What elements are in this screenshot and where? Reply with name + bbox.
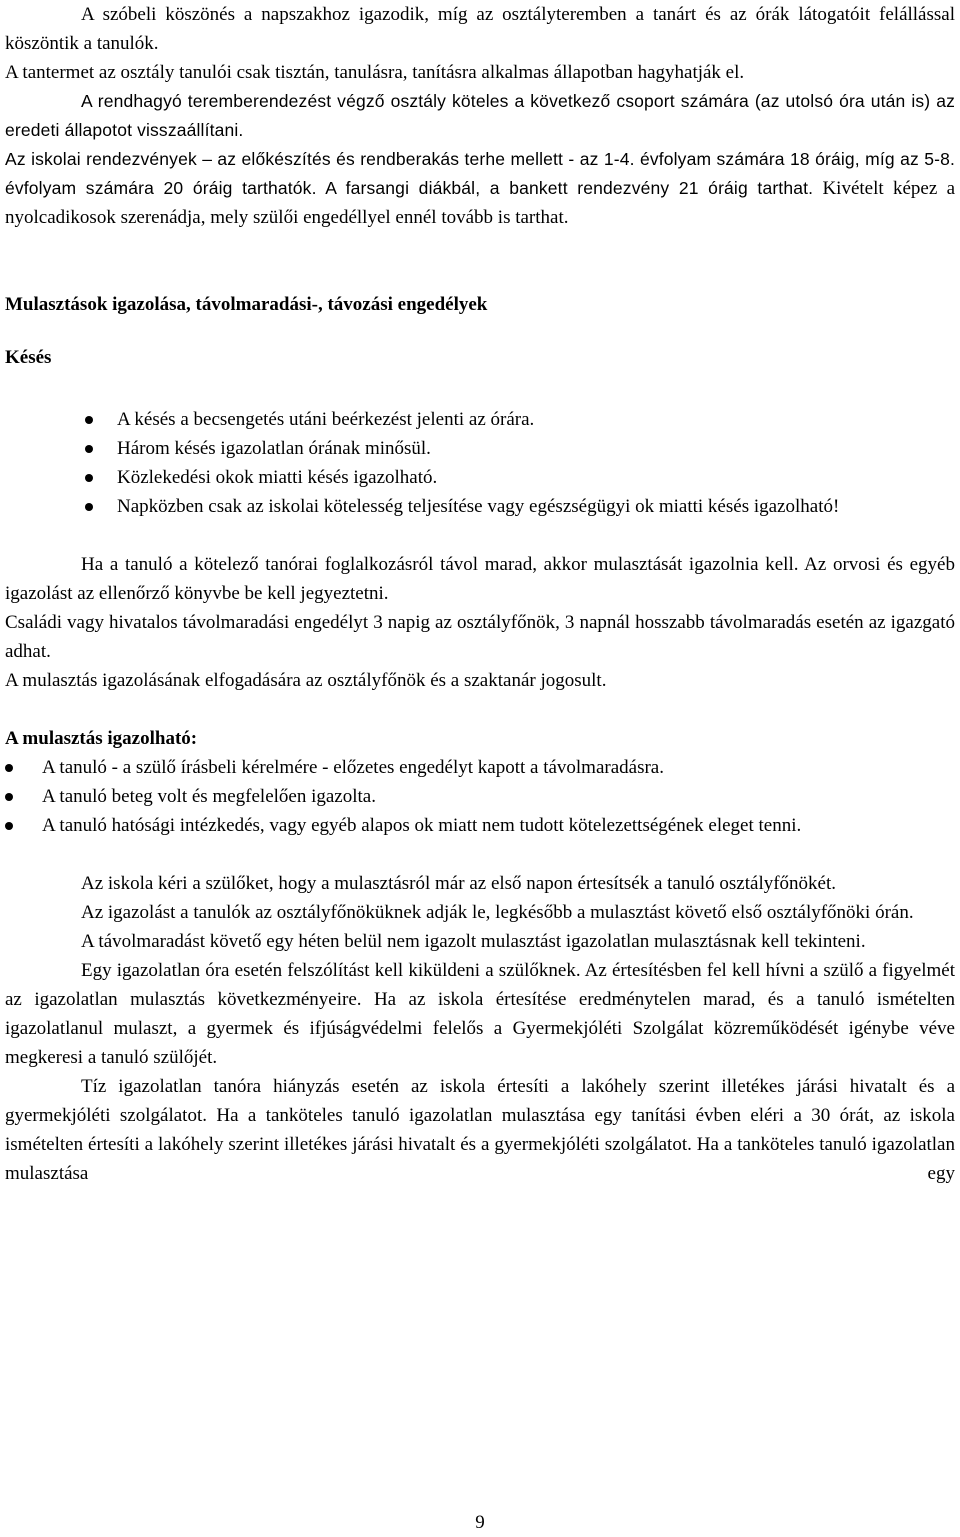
list-item: A tanuló hatósági intézkedés, vagy egyéb alapos ok miatt nem tudott kötelezettségének eleget tenni. xyxy=(5,811,955,840)
notice-paragraph-5: Tíz igazolatlan tanóra hiányzás esetén az iskola értesíti a lakóhely szerint illetékes járási hivatalt és a gyermekjóléti szolgálatot. Ha a tanköteles tanuló igazolatlan mulasztása egy tanítási évben eléri a 30 órát, az iskola ismételten értesíti a lakóhely szerint illetékes járási hivatalt és a gyermekjóléti szolgálatot. Ha a tanköteles tanuló igazolatlan mulasztása egy xyxy=(5,1076,955,1184)
bullet-icon xyxy=(85,416,93,424)
classroom-paragraph: A tantermet az osztály tanulói csak tisztán, tanulásra, tanításra alkalmas állapotban hagyhatják el. xyxy=(5,62,745,83)
bullet-icon xyxy=(85,445,93,453)
list-item: Három késés igazolatlan órának minősül. xyxy=(5,434,955,463)
notice-paragraph-1: Az iskola kéri a szülőket, hogy a mulasztásról már az első napon értesítsék a tanuló osztályfőnökét. xyxy=(81,873,837,894)
bullet-icon xyxy=(5,793,13,801)
late-subheading: Késés xyxy=(5,347,52,368)
serenade-text: Kivételt képez a nyolcadikosok szerenádja, mely szülői engedéllyel ennél tovább is tarthat. xyxy=(5,178,956,228)
events-paragraph xyxy=(5,145,955,232)
bullet-icon xyxy=(85,474,93,482)
bullet-icon xyxy=(5,822,13,830)
events-text: Az iskolai rendezvények – az előkészítés és rendberakás terhe mellett - az 1-4. évfolyam számára 18 óráig, míg az 5-8. évfolyam számára 20 óráig tarthatók. A farsangi diákbál, a bankett rendezvény 21 óráig tarthat. xyxy=(5,149,955,198)
late-rules-list xyxy=(5,405,955,521)
notice-paragraph-4: Egy igazolatlan óra esetén felszólítást kell kiküldeni a szülőknek. Az értesítésben fel kell hívni a szülő a figyelmét az igazolatlan mulasztás következményeire. Ha az iskola értesítése eredménytelen marad, és a tanuló ismételten igazolatlanul mulaszt, a gyermek és ifjúságvédelmi felelős a Gyermekjóléti Szolgálat közreműködését igénybe véve megkeresi a tanuló szülőjét. xyxy=(5,960,955,1068)
list-item: A késés a becsengetés utáni beérkezést jelenti az órára. xyxy=(5,405,955,434)
notice-paragraph-3: A távolmaradást követő egy héten belül nem igazolt mulasztást igazolatlan mulasztásnak kell tekinteni. xyxy=(81,931,866,952)
list-item: Közlekedési okok miatti késés igazolható. xyxy=(5,463,955,492)
excusable-list xyxy=(5,753,955,840)
list-item: A tanuló - a szülő írásbeli kérelmére - előzetes engedélyt kapott a távolmaradásra. xyxy=(5,753,955,782)
page-number: 9 xyxy=(475,1512,485,1533)
rearrangement-paragraph: A rendhagyó teremberendezést végző osztály köteles a következő csoport számára (az utolsó óra után is) az eredeti állapotot visszaállítani. xyxy=(5,91,955,140)
list-item: Napközben csak az iskolai kötelesség teljesítése vagy egészségügyi ok miatti késés igazolható! xyxy=(5,492,955,521)
greeting-paragraph: A szóbeli köszönés a napszakhoz igazodik, míg az osztályteremben a tanárt és az órák látogatóit felállással köszöntik a tanulók. xyxy=(5,4,955,54)
absence-paragraph-3: A mulasztás igazolásának elfogadására az osztályfőnök és a szaktanár jogosult. xyxy=(5,670,607,691)
excusable-heading: A mulasztás igazolható: xyxy=(5,728,198,749)
document-page xyxy=(5,0,955,1188)
absence-paragraph-2: Családi vagy hivatalos távolmaradási engedélyt 3 napig az osztályfőnök, 3 napnál hosszabb távolmaradás esetén az igazgató adhat. xyxy=(5,612,955,662)
notice-paragraph-2: Az igazolást a tanulók az osztályfőnöküknek adják le, legkésőbb a mulasztást követő első osztályfőnöki órán. xyxy=(81,902,914,923)
bullet-icon xyxy=(85,503,93,511)
section-heading: Mulasztások igazolása, távolmaradási-, távozási engedélyek xyxy=(5,294,488,315)
list-item: A tanuló beteg volt és megfelelően igazolta. xyxy=(5,782,955,811)
absence-paragraph-1: Ha a tanuló a kötelező tanórai foglalkozásról távol marad, akkor mulasztását igazolnia kell. Az orvosi és egyéb igazolást az ellenőrző könyvbe be kell jegyeztetni. xyxy=(5,554,955,604)
bullet-icon xyxy=(5,764,13,772)
